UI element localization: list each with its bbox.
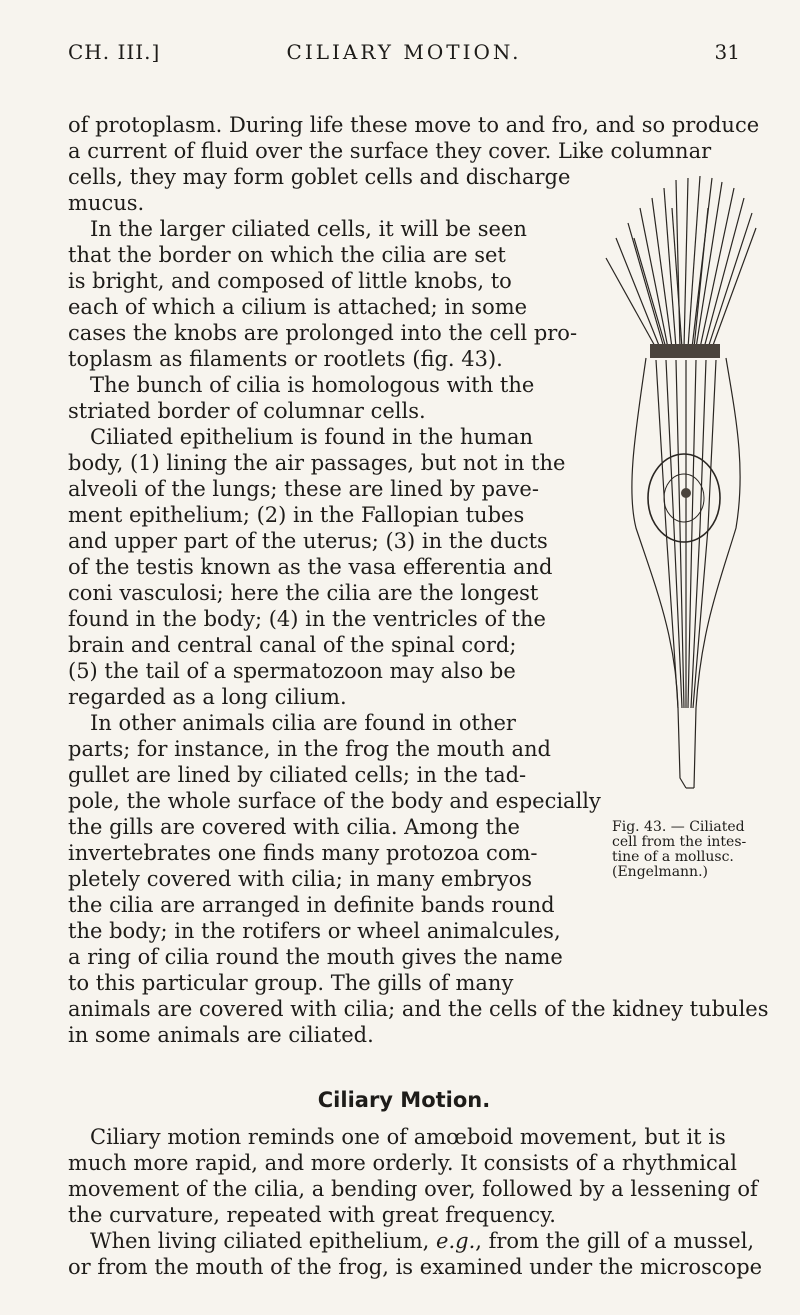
text-line: or from the mouth of the frog, is examined under the microscope (68, 1255, 763, 1279)
figure-caption (612, 820, 747, 880)
text-line: In the larger ciliated cells, it will be seen (90, 217, 527, 241)
text-line: the body; in the rotifers or wheel animalcules, (68, 919, 561, 943)
text-line: gullet are lined by ciliated cells; in the tad- (68, 763, 527, 787)
text-line: animals are covered with cilia; and the cells of the kidney tubules (68, 997, 769, 1021)
text-line: striated border of columnar cells. (68, 399, 426, 423)
text-line: much more rapid, and more orderly. It consists of a rhythmical (68, 1151, 738, 1175)
text-line: pletely covered with cilia; in many embryos (68, 867, 533, 891)
text-line: The bunch of cilia is homologous with the (90, 373, 535, 397)
text-line: the gills are covered with cilia. Among the (68, 815, 520, 839)
text-line: When living ciliated epithelium, e.g., from the gill of a mussel, (90, 1229, 755, 1253)
page-number: 31 (714, 40, 740, 64)
text-line: parts; for instance, in the frog the mouth and (68, 737, 551, 761)
text-line: In other animals cilia are found in other (90, 711, 516, 735)
text-line: alveoli of the lungs; these are lined by pave- (68, 477, 539, 501)
text-line: coni vasculosi; here the cilia are the longest (68, 581, 539, 605)
text-line: of the testis known as the vasa efferentia and (68, 555, 553, 579)
text-line: found in the body; (4) in the ventricles of the (68, 607, 546, 631)
running-header (68, 40, 740, 80)
text-line: brain and central canal of the spinal cord; (68, 633, 517, 657)
text-line: and upper part of the uterus; (3) in the ducts (68, 529, 548, 553)
text-line: a current of fluid over the surface they cover. Like columnar (68, 139, 712, 163)
text-line: ment epithelium; (2) in the Fallopian tubes (68, 503, 525, 527)
ciliated-cell-figure (596, 168, 766, 808)
caption-line: (Engelmann.) (612, 864, 708, 880)
text-line: that the border on which the cilia are set (68, 243, 506, 267)
page-title: CILIARY MOTION. (286, 40, 522, 64)
section-heading: Ciliary Motion. (317, 1088, 491, 1112)
text-line: mucus. (68, 191, 145, 215)
caption-line: Fig. 43. — Ciliated (612, 819, 745, 835)
text-line: invertebrates one finds many protozoa com- (68, 841, 538, 865)
text-line: Ciliated epithelium is found in the human (90, 425, 533, 449)
text-line: a ring of cilia round the mouth gives the name (68, 945, 563, 969)
text-line: the cilia are arranged in definite bands round (68, 893, 555, 917)
text-line: pole, the whole surface of the body and especially (68, 789, 601, 813)
chapter-label: CH. III.] (68, 40, 161, 64)
ciliated-cell-illustration (596, 168, 766, 808)
text-line: of protoplasm. During life these move to and fro, and so produce (68, 113, 760, 137)
italic-eg: e.g. (436, 1229, 476, 1253)
caption-line: cell from the intes- (612, 834, 747, 850)
text-line: movement of the cilia, a bending over, followed by a lessening of (68, 1177, 758, 1201)
text-line: to this particular group. The gills of many (68, 971, 514, 995)
text-line: toplasm as filaments or rootlets (fig. 43). (68, 347, 503, 371)
text-line: in some animals are ciliated. (68, 1023, 374, 1047)
caption-line: tine of a mollusc. (612, 849, 734, 865)
text-line: cells, they may form goblet cells and discharge (68, 165, 571, 189)
text-line: each of which a cilium is attached; in some (68, 295, 528, 319)
text-line: (5) the tail of a spermatozoon may also be (68, 659, 516, 683)
text-line: body, (1) lining the air passages, but not in the (68, 451, 566, 475)
text-line: regarded as a long cilium. (68, 685, 347, 709)
text-line: the curvature, repeated with great frequency. (68, 1203, 556, 1227)
text-line: is bright, and composed of little knobs, to (68, 269, 512, 293)
text-line: Ciliary motion reminds one of amœboid movement, but it is (90, 1125, 726, 1149)
text-line: cases the knobs are prolonged into the cell pro- (68, 321, 578, 345)
